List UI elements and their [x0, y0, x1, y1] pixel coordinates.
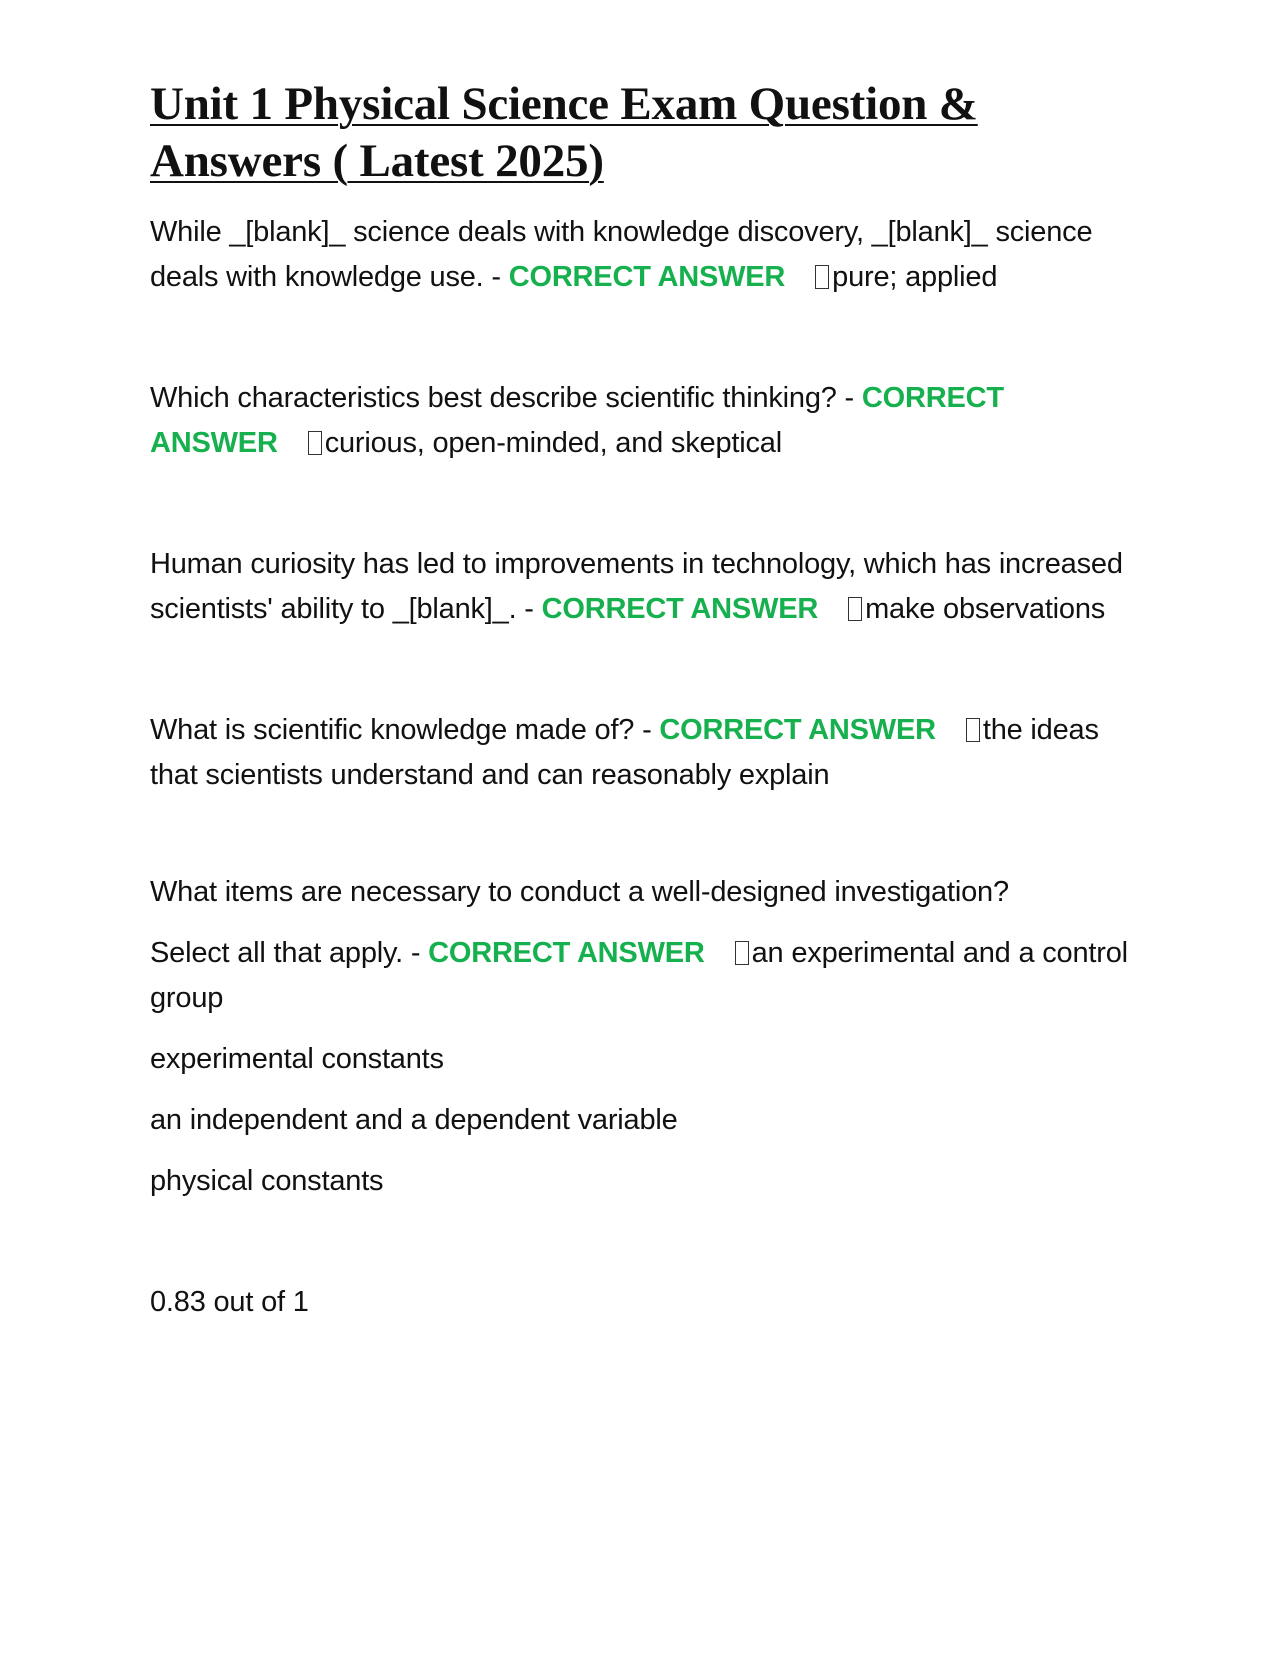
qa-item: [150, 931, 1130, 1021]
qa-item: [150, 542, 1130, 632]
qa-item: [150, 708, 1130, 798]
document-page: [150, 76, 1130, 1325]
checkbox-glyph-icon: [308, 431, 322, 455]
qa-item: [150, 376, 1130, 466]
question-text: What is scientific knowledge made of? -: [150, 714, 660, 746]
checkbox-glyph-icon: [848, 597, 862, 621]
question-text: Select all that apply. -: [150, 937, 429, 969]
correct-answer-label: CORRECT ANSWER: [541, 593, 819, 625]
question-text: What items are necessary to conduct a well-designed investigation?: [150, 876, 1009, 908]
answer-option: experimental constants: [150, 1043, 444, 1075]
answer-text: an experimental and a control group: [150, 937, 1128, 1014]
correct-answer-label: CORRECT ANSWER: [508, 261, 786, 293]
answer-text: make observations: [865, 593, 1106, 625]
answer-option: physical constants: [150, 1165, 384, 1197]
correct-answer-label: CORRECT ANSWER: [428, 937, 705, 969]
question-text: While _[blank]_ science deals with knowledge discovery, _[blank]_ science deals with knowledge use. -: [150, 216, 1093, 293]
qa-item: [150, 210, 1130, 300]
answer-option: an independent and a dependent variable: [150, 1104, 678, 1136]
answer-text: curious, open-minded, and skeptical: [324, 427, 782, 459]
answer-text: pure; applied: [832, 261, 998, 293]
question-text: Which characteristics best describe scientific thinking? -: [150, 382, 862, 414]
score-text: 0.83 out of 1: [150, 1286, 309, 1318]
checkbox-glyph-icon: [966, 718, 980, 742]
question-text: Human curiosity has led to improvements in technology, which has increased scientists' ability to _[blank]_. -: [150, 548, 1123, 625]
document-title: Unit 1 Physical Science Exam Question & Answers ( Latest 2025): [150, 78, 978, 187]
correct-answer-label: CORRECT ANSWER: [659, 714, 936, 746]
correct-answer-label: CORRECT ANSWER: [150, 382, 1004, 459]
checkbox-glyph-icon: [735, 941, 749, 965]
checkbox-glyph-icon: [815, 265, 829, 289]
answer-text: the ideas that scientists understand and can reasonably explain: [150, 714, 1099, 791]
